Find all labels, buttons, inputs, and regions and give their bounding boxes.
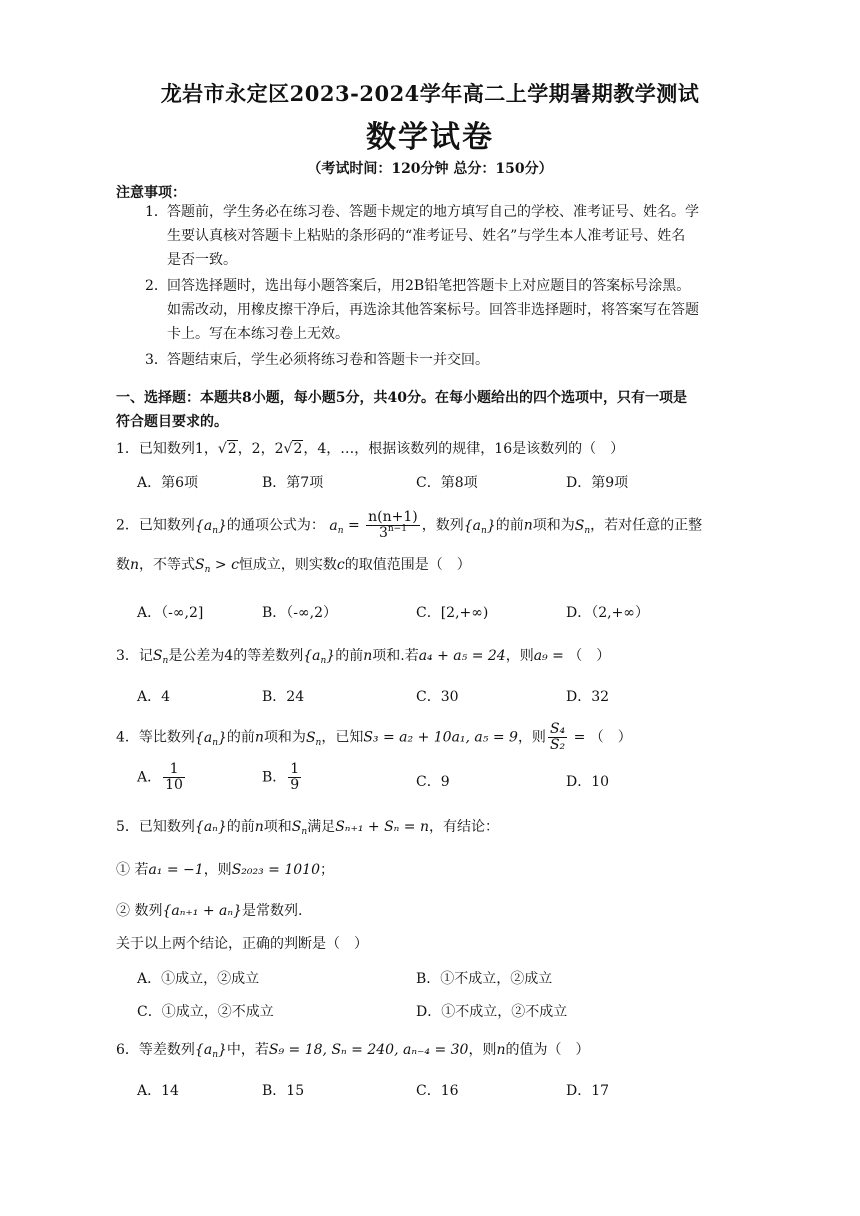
question-text: 已知数列 — [138, 819, 195, 835]
question-text: 的前 — [335, 648, 364, 664]
conclusion-formula: a₁ = −1 — [148, 862, 204, 878]
question-5-ask: 关于以上两个结论，正确的判断是（ ） — [116, 936, 368, 952]
question-text: ，则 — [468, 1042, 497, 1058]
option-a[interactable]: A．（-∞,2] — [137, 605, 204, 621]
option-c[interactable]: C．①成立，②不成立 — [137, 1004, 274, 1020]
notice-line: 生要认真核对答题卡上粘贴的条形码的“准考证号、姓名”与学生本人准考证号、姓名 — [167, 228, 686, 244]
notice-number: 2． — [145, 278, 168, 294]
fraction-denominator — [366, 526, 420, 541]
option-b[interactable]: B．①不成立，②成立 — [416, 971, 553, 987]
notice-line: 回答选择题时，选出每小题答案后，用2B铅笔把答题卡上对应题目的答案标号涂黑。 — [167, 278, 691, 294]
variable-c: c — [231, 557, 239, 573]
exam-info: （考试时间：120分钟 总分：150分） — [307, 161, 553, 177]
equals-sign: = — [343, 517, 365, 534]
variable-c: c — [336, 557, 345, 573]
question-text: 的取值范围是（ ） — [344, 557, 471, 573]
option-b[interactable] — [262, 762, 303, 793]
question-3 — [116, 645, 756, 667]
question-text: 是公差为4的等差数列 — [168, 648, 304, 664]
sum-s: $S_n$ — [195, 557, 211, 575]
option-d[interactable]: D．（2,+∞） — [566, 605, 649, 621]
general-term-fraction — [366, 510, 420, 541]
option-label: B． — [262, 769, 287, 786]
question-number: 1． — [116, 441, 139, 457]
question-text: ，则 — [505, 648, 534, 664]
target-formula: a₉ = — [533, 648, 569, 664]
question-text: = （ ） — [569, 729, 632, 746]
option-a[interactable]: A．①成立，②成立 — [137, 971, 260, 987]
question-text: ，若对任意的正整 — [590, 517, 703, 534]
conclusion-label: ① — [116, 862, 130, 878]
inequality-sign: > — [210, 557, 232, 573]
option-label: A． — [137, 769, 162, 786]
question-text: ，数列 — [421, 517, 464, 534]
question-text: 等差数列 — [138, 1042, 195, 1058]
sum-s: $S_n$ — [291, 819, 308, 837]
sequence-a: $\{a_n\}$ — [303, 648, 336, 666]
question-text: 已知数列 — [138, 517, 195, 534]
question-text: 恒成立，则实数 — [238, 557, 337, 573]
question-text: 项和.若 — [372, 648, 419, 664]
question-text: ，4，…，根据该数列的规律，16是该数列的（ ） — [303, 441, 625, 457]
question-4 — [116, 722, 756, 753]
option-c[interactable]: C．[2,+∞) — [416, 605, 489, 621]
question-text: 项和 — [263, 819, 292, 835]
question-text: 的通项公式为： — [226, 517, 325, 534]
notice-item-3 — [145, 348, 750, 372]
sequence-a: $\{a_n\}$ — [463, 517, 496, 536]
question-text: 的前 — [495, 517, 524, 534]
sequence-a: {aₙ} — [194, 819, 227, 835]
conclusion-2 — [116, 900, 756, 922]
sqrt-radicand: 2 — [293, 441, 303, 457]
fraction-denominator: S₂ — [549, 737, 566, 753]
question-number: 5． — [116, 819, 139, 835]
question-text: 数 — [116, 557, 130, 573]
sequence-a: $\{a_n\}$ — [194, 729, 227, 748]
sum-s: $S_n$ — [574, 517, 591, 536]
section-heading — [116, 386, 756, 434]
variable-n: n — [130, 557, 140, 573]
fraction-numerator: S₄ — [549, 721, 566, 737]
question-5 — [116, 816, 756, 838]
option-fraction — [163, 762, 185, 793]
sum-s: $S_n$ — [305, 729, 322, 748]
question-text: 若 — [134, 862, 149, 878]
option-b[interactable]: B．24 — [262, 689, 305, 705]
question-text: 等比数列 — [138, 729, 195, 746]
question-number: 6． — [116, 1042, 139, 1058]
variable-n: n — [254, 819, 264, 835]
question-2 — [116, 510, 756, 541]
fraction-exponent: n−1 — [387, 524, 407, 534]
option-a[interactable]: A．第6项 — [137, 475, 199, 491]
question-text: 的值为（ ） — [505, 1042, 590, 1058]
question-text: ，则 — [517, 729, 546, 746]
variable-n: n — [363, 648, 373, 664]
question-text: 的前 — [226, 729, 255, 746]
notice-item-2 — [145, 274, 750, 346]
question-text: 是常数列. — [241, 903, 303, 919]
question-text: 项和为 — [532, 517, 575, 534]
condition-formula: S₉ = 18, Sₙ = 240, aₙ₋₄ = 30 — [268, 1042, 469, 1058]
notice-line: 卡上。写在本练习卷上无效。 — [167, 326, 349, 342]
sum-s: $S_n$ — [152, 648, 169, 666]
question-text: 中，若 — [226, 1042, 269, 1058]
option-c[interactable]: C．第8项 — [416, 475, 478, 491]
notice-number: 1． — [145, 204, 168, 220]
notice-line: 是否一致。 — [167, 252, 237, 268]
sqrt-radicand: 2 — [227, 441, 237, 457]
condition-formula: Sₙ₊₁ + Sₙ = n — [335, 819, 429, 835]
fraction-denominator: 10 — [165, 777, 183, 793]
conclusion-label: ② — [116, 903, 130, 919]
question-6 — [116, 1039, 756, 1061]
fraction-numerator: 1 — [290, 761, 300, 777]
option-d[interactable]: D．32 — [566, 689, 610, 705]
option-c[interactable]: C．30 — [416, 689, 459, 705]
condition-formula: a₄ + a₅ = 24 — [418, 648, 506, 664]
option-d[interactable]: D．10 — [566, 774, 610, 790]
question-text: 数列 — [134, 903, 163, 919]
conclusion-1 — [116, 859, 756, 881]
condition-formula: S₃ = a₂ + 10a₁, a₅ = 9 — [363, 729, 518, 746]
ratio-fraction — [548, 722, 567, 753]
conclusion-formula: {aₙ₊₁ + aₙ} — [162, 903, 242, 919]
question-text: ，2， — [237, 441, 275, 457]
question-text: 的前 — [226, 819, 255, 835]
question-number: 3． — [116, 648, 139, 664]
question-text: 已知数列1， — [138, 441, 218, 457]
option-b[interactable]: B．第7项 — [262, 475, 324, 491]
question-text: ，有结论： — [429, 819, 499, 835]
notice-line: 答题前，学生务必在练习卷、答题卡规定的地方填写自己的学校、准考证号、姓名。学 — [167, 204, 699, 220]
option-c[interactable]: C．9 — [416, 774, 450, 790]
question-1 — [116, 438, 756, 460]
question-text: 满足 — [307, 819, 336, 835]
coefficient: 2 — [274, 441, 284, 457]
option-a[interactable]: A．14 — [137, 1083, 179, 1099]
notice-number: 3． — [145, 352, 168, 368]
option-d[interactable]: D．17 — [566, 1083, 610, 1099]
question-2-line-2 — [116, 554, 756, 576]
option-a[interactable] — [137, 762, 187, 793]
notice-line: 答题结束后，学生必须将练习卷和答题卡一并交回。 — [167, 352, 489, 368]
option-d[interactable]: D．①不成立，②不成立 — [416, 1004, 568, 1020]
sqrt-symbol: √ — [217, 441, 227, 457]
question-text: 记 — [138, 648, 153, 664]
fraction-numerator: 1 — [163, 762, 185, 778]
section-heading-line: 符合题目要求的。 — [116, 414, 228, 430]
fraction-denominator: 9 — [290, 777, 300, 793]
variable-n: n — [496, 1042, 506, 1058]
sqrt-symbol: √ — [283, 441, 293, 457]
exam-title: 龙岩市永定区2023-2024学年高二上学期暑期教学测试 — [160, 81, 700, 106]
option-d[interactable]: D．第9项 — [566, 475, 629, 491]
question-text: （ ） — [568, 648, 611, 664]
question-text: 项和为 — [263, 729, 306, 746]
sequence-a: $\{a_n\}$ — [194, 1042, 227, 1060]
question-text: ，已知 — [321, 729, 364, 746]
section-heading-line: 一、选择题：本题共8小题，每小题5分，共40分。在每小题给出的四个选项中，只有一项是 — [116, 390, 687, 406]
fraction-base: 3 — [378, 525, 388, 541]
notice-line: 如需改动，用橡皮擦干净后，再选涂其他答案标号。回答非选择题时，将答案写在答题 — [167, 302, 699, 318]
variable-n: n — [523, 517, 533, 534]
conclusion-formula: S₂₀₂₃ = 1010 — [231, 862, 320, 878]
variable-n: n — [254, 729, 264, 746]
option-b[interactable]: B．15 — [262, 1083, 305, 1099]
question-number: 2． — [116, 517, 139, 534]
notice-heading: 注意事项： — [116, 185, 186, 201]
notice-item-1 — [145, 200, 750, 272]
option-a[interactable]: A．4 — [137, 689, 171, 705]
fraction-numerator: n(n+1) — [368, 509, 418, 525]
question-text: ； — [320, 862, 334, 878]
sequence-a: $\{a_n\}$ — [194, 517, 227, 536]
question-text: ，不等式 — [139, 557, 196, 573]
subject-title: 数学试卷 — [366, 120, 494, 155]
option-b[interactable]: B．（-∞,2） — [262, 605, 338, 621]
formula-lhs: $a_n$ — [329, 517, 344, 536]
option-c[interactable]: C．16 — [416, 1083, 459, 1099]
question-number: 4． — [116, 729, 139, 746]
option-fraction — [288, 762, 301, 793]
question-text: ，则 — [203, 862, 232, 878]
